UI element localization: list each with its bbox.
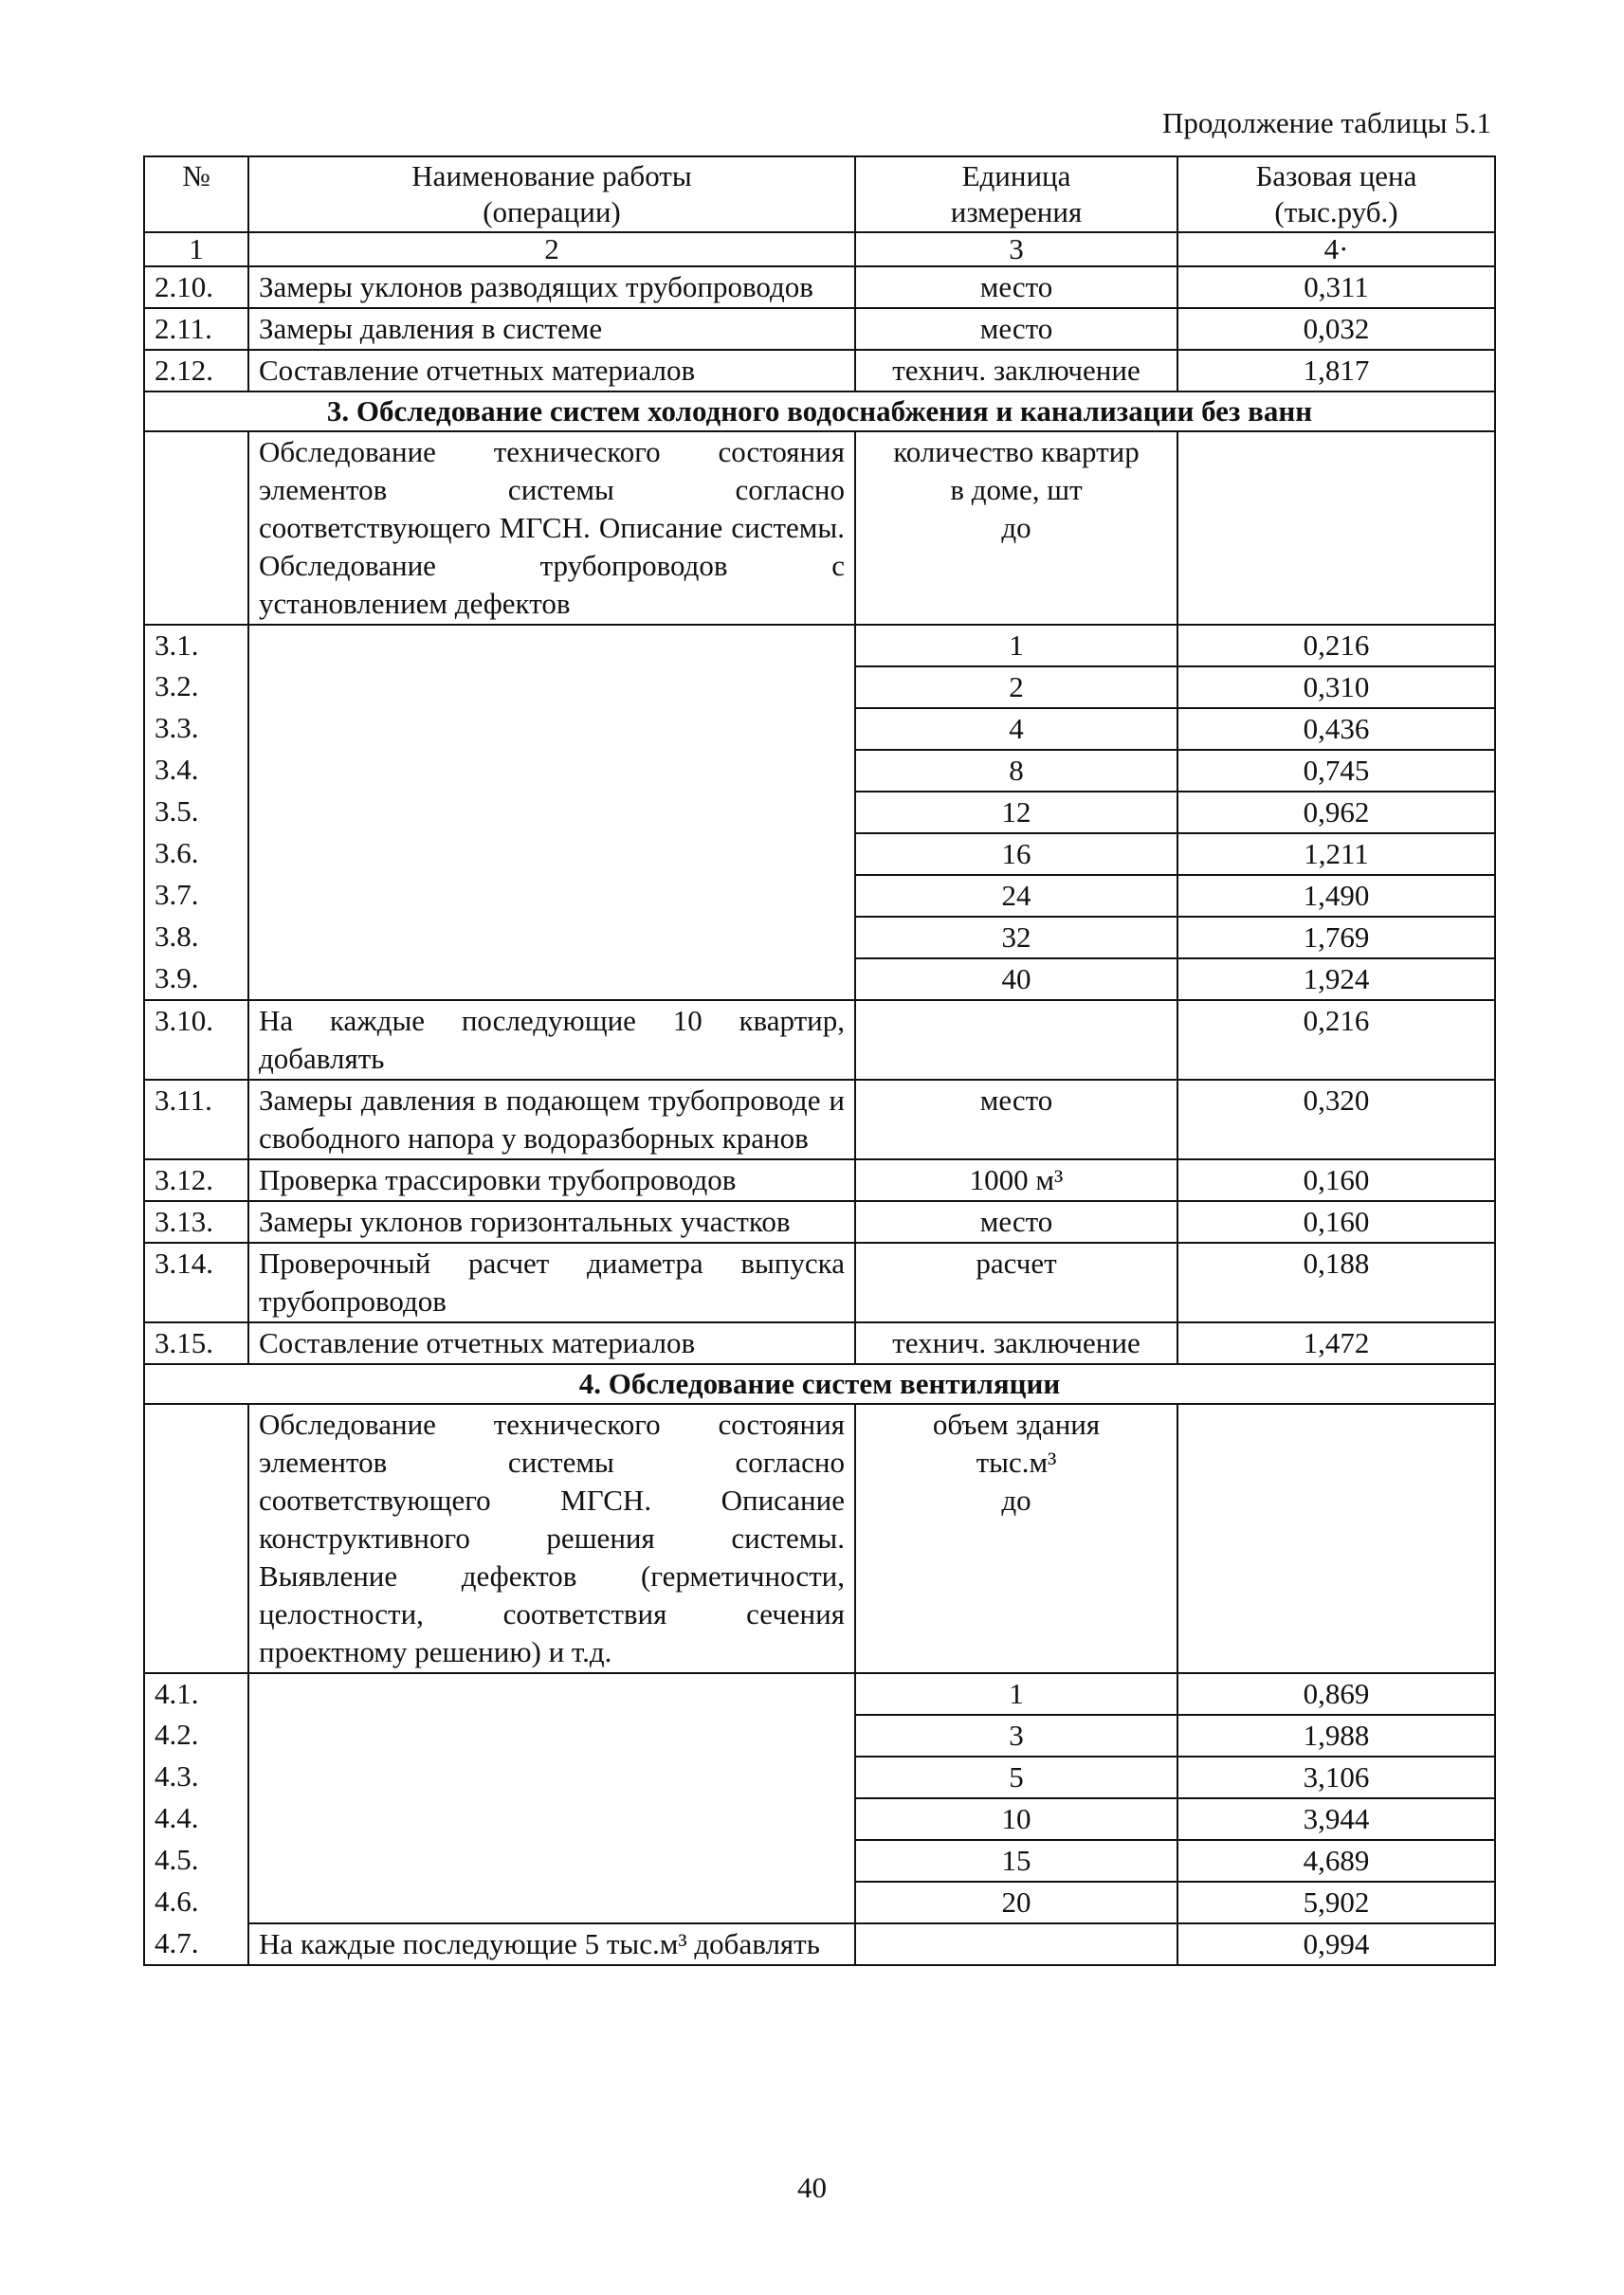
section-3-title: 3. Обследование систем холодного водоснабжения и канализации без ванн [144, 392, 1495, 431]
row-unit: 4 [855, 708, 1177, 750]
row-number: 3.15. [144, 1322, 248, 1364]
row-unit: технич. заключение [855, 350, 1177, 392]
row-price: 0,216 [1177, 625, 1495, 666]
row-unit: 20 [855, 1882, 1177, 1923]
index-cell: 2 [248, 232, 855, 266]
section-3-intro-text: Обследование технического состояния элементов системы согласно соответствующего МГСН. Описание системы. Обследование трубопроводов с установлением дефектов [248, 431, 855, 625]
row-unit: место [855, 1201, 1177, 1243]
row-number: 3.3. [144, 708, 248, 750]
table-caption: Продолжение таблицы 5.1 [1162, 106, 1491, 139]
row-price: 0,869 [1177, 1673, 1495, 1715]
row-number: 3.2. [144, 666, 248, 708]
row-unit: 3 [855, 1715, 1177, 1757]
row-unit: 16 [855, 833, 1177, 875]
row-unit: место [855, 308, 1177, 350]
row-price: 0,320 [1177, 1080, 1495, 1159]
row-price: 1,769 [1177, 917, 1495, 958]
row-unit: расчет [855, 1243, 1177, 1322]
table-row [144, 1673, 1495, 1715]
row-price: 4,689 [1177, 1840, 1495, 1882]
row-unit: технич. заключение [855, 1322, 1177, 1364]
row-unit: 2 [855, 666, 1177, 708]
row-number: 4.7. [144, 1923, 248, 1965]
row-number: 3.12. [144, 1159, 248, 1201]
row-unit: место [855, 1080, 1177, 1159]
section-4-title-row [144, 1364, 1495, 1404]
table-row [144, 1159, 1495, 1201]
section-4-intro-row [144, 1404, 1495, 1673]
row-unit [855, 1923, 1177, 1965]
row-price: 1,472 [1177, 1322, 1495, 1364]
row-price: 1,924 [1177, 958, 1495, 1000]
row-unit: 12 [855, 792, 1177, 833]
row-price: 0,745 [1177, 750, 1495, 792]
row-price: 0,216 [1177, 1000, 1495, 1080]
table-row [144, 1322, 1495, 1364]
row-unit: 15 [855, 1840, 1177, 1882]
row-work-name: Составление отчетных материалов [248, 1322, 855, 1364]
table-row [144, 625, 1495, 666]
table-row [144, 1080, 1495, 1159]
row-work-name: На каждые последующие 10 квартир, добавлять [248, 1000, 855, 1080]
row-price: 0,032 [1177, 308, 1495, 350]
table-row [144, 308, 1495, 350]
row-number: 3.7. [144, 875, 248, 917]
row-unit: 5 [855, 1757, 1177, 1798]
row-number: 3.14. [144, 1243, 248, 1322]
index-cell: 4· [1177, 232, 1495, 266]
row-price: 0,160 [1177, 1159, 1495, 1201]
row-number: 2.11. [144, 308, 248, 350]
row-number: 3.8. [144, 917, 248, 958]
row-unit: 1000 м³ [855, 1159, 1177, 1201]
row-number: 4.4. [144, 1798, 248, 1840]
row-price: 3,944 [1177, 1798, 1495, 1840]
row-price: 0,311 [1177, 266, 1495, 308]
row-number: 3.10. [144, 1000, 248, 1080]
section-3-title-row [144, 392, 1495, 431]
row-unit: 8 [855, 750, 1177, 792]
row-number: 4.3. [144, 1757, 248, 1798]
header-unit: Единица измерения [855, 156, 1177, 232]
row-unit: 40 [855, 958, 1177, 1000]
index-cell: 1 [144, 232, 248, 266]
row-price: 3,106 [1177, 1757, 1495, 1798]
row-price: 0,310 [1177, 666, 1495, 708]
row-unit: 24 [855, 875, 1177, 917]
row-work-name: Проверочный расчет диаметра выпуска трубопроводов [248, 1243, 855, 1322]
row-unit: 32 [855, 917, 1177, 958]
table-row [144, 1201, 1495, 1243]
table-row [144, 350, 1495, 392]
row-price: 1,490 [1177, 875, 1495, 917]
row-work-name: Замеры уклонов горизонтальных участков [248, 1201, 855, 1243]
column-index-row [144, 232, 1495, 266]
row-price: 1,211 [1177, 833, 1495, 875]
header-price: Базовая цена (тыс.руб.) [1177, 156, 1495, 232]
row-number: 2.10. [144, 266, 248, 308]
row-number: 4.1. [144, 1673, 248, 1715]
row-work-name-merged [248, 1673, 855, 1923]
row-number: 2.12. [144, 350, 248, 392]
row-number: 3.13. [144, 1201, 248, 1243]
table-row [144, 1000, 1495, 1080]
row-work-name: Замеры давления в системе [248, 308, 855, 350]
table-row [144, 1923, 1495, 1965]
row-number: 3.4. [144, 750, 248, 792]
page-number: 40 [797, 2171, 827, 2204]
row-number: 3.5. [144, 792, 248, 833]
table-row [144, 1243, 1495, 1322]
header-work-name: Наименование работы (операции) [248, 156, 855, 232]
row-unit: 1 [855, 625, 1177, 666]
row-price: 1,988 [1177, 1715, 1495, 1757]
row-number: 3.6. [144, 833, 248, 875]
price-table [143, 155, 1496, 1966]
table-header-row [144, 156, 1495, 232]
row-number: 3.1. [144, 625, 248, 666]
row-number: 3.11. [144, 1080, 248, 1159]
row-number: 4.6. [144, 1882, 248, 1923]
row-work-name: Замеры давления в подающем трубопроводе и свободного напора у водоразборных кранов [248, 1080, 855, 1159]
row-price: 0,188 [1177, 1243, 1495, 1322]
row-number: 4.2. [144, 1715, 248, 1757]
section-4-intro-unit: объем здания тыс.м³ до [855, 1404, 1177, 1673]
row-work-name: Проверка трассировки трубопроводов [248, 1159, 855, 1201]
index-cell: 3 [855, 232, 1177, 266]
row-unit [855, 1000, 1177, 1080]
row-number: 4.5. [144, 1840, 248, 1882]
row-work-name: Составление отчетных материалов [248, 350, 855, 392]
row-price: 0,436 [1177, 708, 1495, 750]
row-price: 1,817 [1177, 350, 1495, 392]
section-3-intro-unit: количество квартир в доме, шт до [855, 431, 1177, 625]
row-unit: место [855, 266, 1177, 308]
row-price: 0,962 [1177, 792, 1495, 833]
row-unit: 10 [855, 1798, 1177, 1840]
section-3-intro-row [144, 431, 1495, 625]
table-row [144, 266, 1495, 308]
row-price: 5,902 [1177, 1882, 1495, 1923]
row-work-name-merged [248, 625, 855, 1000]
section-4-title: 4. Обследование систем вентиляции [144, 1364, 1495, 1404]
row-work-name: На каждые последующие 5 тыс.м³ добавлять [248, 1923, 855, 1965]
row-price: 0,160 [1177, 1201, 1495, 1243]
row-unit: 1 [855, 1673, 1177, 1715]
header-number: № [144, 156, 248, 232]
row-number: 3.9. [144, 958, 248, 1000]
row-work-name: Замеры уклонов разводящих трубопроводов [248, 266, 855, 308]
row-price: 0,994 [1177, 1923, 1495, 1965]
section-4-intro-text: Обследование технического состояния элементов системы согласно соответствующего МГСН. Описание конструктивного решения системы. Выявление дефектов (герметичности, целостности, соответствия сечения проектному решению) и т.д. [248, 1404, 855, 1673]
